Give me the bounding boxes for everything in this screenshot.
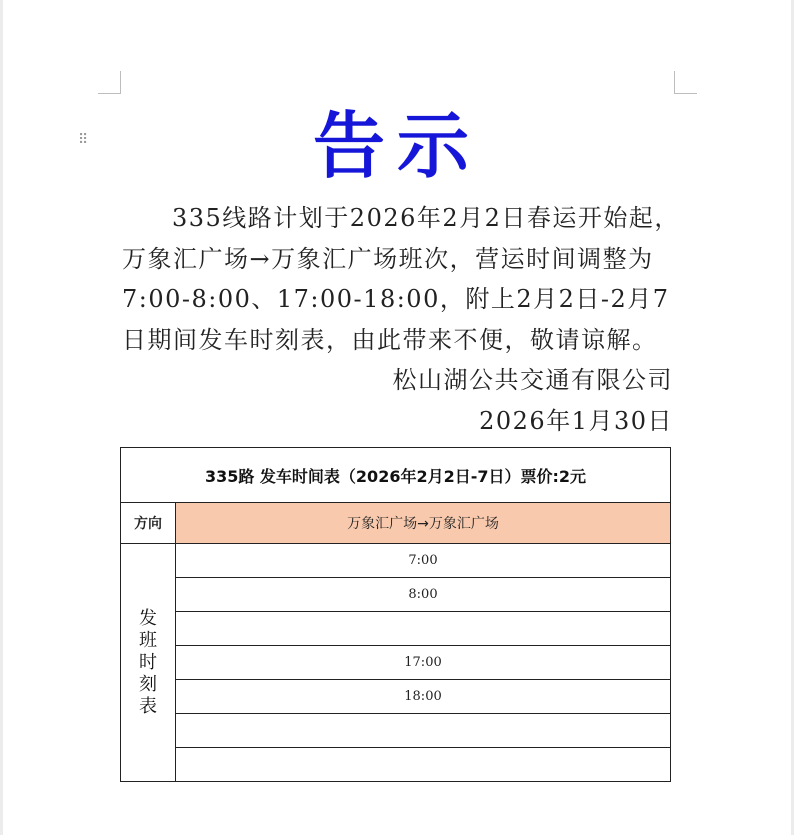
direction-label: 方向: [121, 503, 176, 544]
side-label-char: 表: [139, 695, 157, 717]
side-label-char: 班: [139, 629, 157, 651]
table-move-handle-icon[interactable]: ⠿: [78, 132, 90, 148]
time-cell: [176, 612, 671, 646]
notice-line-2: 万象汇广场→万象汇广场班次，营运时间调整为: [122, 244, 654, 273]
time-cell: [176, 714, 671, 748]
time-cell: 8:00: [176, 578, 671, 612]
side-label-char: 发: [139, 607, 157, 629]
notice-signature: 松山湖公共交通有限公司: [392, 366, 673, 394]
schedule-side-label: [121, 544, 176, 782]
margin-corner-top-left: [98, 71, 121, 94]
time-cell: 17:00: [176, 646, 671, 680]
notice-line-1: 335线路计划于2026年2月2日春运开始起，: [172, 204, 680, 232]
time-cell: 18:00: [176, 680, 671, 714]
side-label-char: 时: [139, 651, 157, 673]
notice-date: 2026年1月30日: [479, 406, 673, 435]
margin-corner-top-right: [674, 71, 697, 94]
timetable: [120, 447, 671, 782]
side-label-char: 刻: [139, 673, 157, 695]
notice-title: 告示: [312, 103, 481, 188]
timetable-title: 335路 发车时间表（2026年2月2日-7日）票价:2元: [121, 448, 671, 503]
notice-body: [122, 198, 680, 441]
notice-line-4: 日期间发车时刻表，由此带来不便，敬请谅解。: [122, 325, 658, 354]
direction-value: 万象汇广场→万象汇广场: [176, 503, 671, 544]
notice-line-3: 7:00-8:00、17:00-18:00，附上2月2日-2月7: [122, 285, 670, 313]
time-cell: [176, 748, 671, 782]
time-cell: 7:00: [176, 544, 671, 578]
